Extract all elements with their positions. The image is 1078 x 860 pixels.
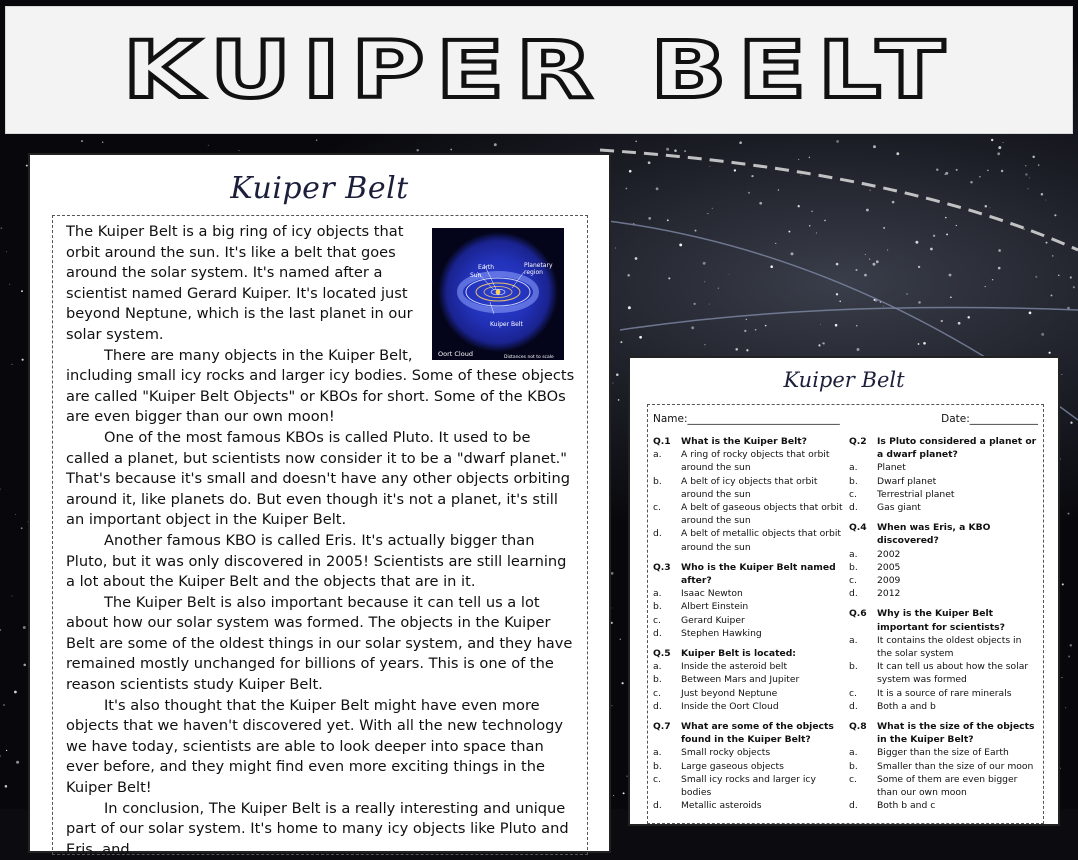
- question-block: [653, 561, 843, 640]
- diagram-label-kuiper-belt: Kuiper Belt: [490, 321, 523, 328]
- answer-option-text: It contains the oldest objects in the solar system: [877, 634, 1022, 660]
- question-text: When was Eris, a KBO discovered?: [877, 522, 991, 547]
- answer-option: [849, 574, 1039, 587]
- answer-option-text: Both b and c: [877, 800, 936, 812]
- answer-option: [849, 561, 1039, 574]
- answer-option-letter: c.: [653, 773, 661, 785]
- answer-option: [849, 475, 1039, 488]
- answer-option-text: Both a and b: [877, 700, 936, 712]
- answer-option: [849, 548, 1039, 561]
- question-block: [849, 435, 1039, 514]
- answer-option-text: Gerard Kuiper: [681, 614, 745, 626]
- answer-option: [849, 687, 1039, 700]
- answer-option-letter: b.: [849, 760, 858, 772]
- answer-option: [653, 799, 843, 812]
- answer-option-letter: d.: [849, 700, 858, 712]
- answer-option: [849, 488, 1039, 501]
- answer-option: [653, 773, 843, 799]
- kuiper-belt-diagram: [432, 228, 564, 360]
- title-banner: [5, 6, 1073, 134]
- answer-option-letter: a.: [849, 747, 858, 759]
- answer-option-letter: c.: [849, 575, 857, 587]
- question-text: Kuiper Belt is located:: [681, 648, 796, 660]
- answer-option-text: Albert Einstein: [681, 601, 749, 613]
- reading-passage-box: [52, 215, 588, 858]
- answer-option: [849, 461, 1039, 474]
- question-text: Who is the Kuiper Belt named after?: [681, 561, 836, 587]
- diagram-label-earth: Earth: [478, 264, 495, 271]
- answer-option-letter: a.: [653, 588, 662, 600]
- answer-option-text: Dwarf planet: [877, 475, 937, 487]
- answer-option: [653, 614, 843, 627]
- answer-option-letter: a.: [849, 634, 858, 646]
- question-heading: [653, 647, 843, 660]
- question-number: Q.7: [653, 721, 671, 733]
- answer-option-letter: a.: [653, 661, 662, 673]
- question-heading: [849, 607, 1039, 633]
- answer-option: [849, 700, 1039, 713]
- question-number: Q.2: [849, 436, 867, 447]
- question-block: [653, 720, 843, 812]
- diagram-label-scale-note: Distances not to scale: [504, 355, 554, 360]
- answer-option-text: Isaac Newton: [681, 588, 743, 600]
- quiz-column-right: [849, 435, 1039, 819]
- answer-option-text: Large gaseous objects: [681, 760, 784, 772]
- answer-option-text: A belt of metallic objects that orbit around the sun: [681, 528, 841, 553]
- answer-option: [653, 587, 843, 600]
- question-block: [653, 647, 843, 713]
- answer-option-letter: b.: [849, 475, 858, 487]
- answer-option-text: 2002: [877, 548, 901, 560]
- answer-option-text: It is a source of rare minerals: [877, 687, 1012, 699]
- question-heading: [653, 435, 843, 448]
- answer-option-letter: c.: [849, 488, 857, 500]
- answer-option-text: A belt of gaseous objects that orbit around the sun: [681, 502, 843, 527]
- question-heading: [653, 561, 843, 587]
- answer-option-letter: a.: [849, 548, 858, 560]
- answer-option-text: Inside the Oort Cloud: [681, 700, 779, 712]
- answer-option-letter: b.: [653, 601, 662, 613]
- answer-option-text: 2012: [877, 588, 901, 600]
- answer-option-letter: a.: [653, 449, 662, 461]
- answer-option: [849, 501, 1039, 514]
- question-block: [849, 607, 1039, 713]
- answer-option-letter: c.: [653, 687, 661, 699]
- answer-option: [653, 627, 843, 640]
- answer-option: [653, 746, 843, 759]
- answer-option-letter: a.: [653, 747, 662, 759]
- answer-option-text: Stephen Hawking: [681, 627, 762, 639]
- answer-option-text: 2005: [877, 561, 901, 573]
- answer-option: [653, 501, 843, 527]
- passage-paragraph-4: Another famous KBO is called Eris. It's actually bigger than Pluto, but it was only discovered in 2005! Scientists are still learning a lot about the Kuiper Belt and the objects that are in it.: [66, 531, 567, 591]
- answer-option-text: 2009: [877, 575, 901, 587]
- answer-option-letter: d.: [653, 700, 662, 712]
- answer-option-text: Smaller than the size of our moon: [877, 760, 1034, 772]
- answer-option-text: Planet: [877, 462, 906, 474]
- answer-option-letter: c.: [653, 502, 661, 514]
- question-number: Q.8: [849, 721, 867, 733]
- question-heading: [849, 435, 1039, 461]
- answer-option: [653, 600, 843, 613]
- answer-option-text: Inside the asteroid belt: [681, 661, 788, 673]
- answer-option-letter: b.: [849, 661, 858, 673]
- question-heading: [653, 720, 843, 746]
- quiz-column-left: [653, 435, 843, 819]
- answer-option-text: Small rocky objects: [681, 747, 771, 759]
- answer-option: [653, 448, 843, 474]
- reading-worksheet-title: Kuiper Belt: [230, 171, 409, 206]
- answer-option-letter: a.: [849, 462, 858, 474]
- question-text: What are some of the objects found in the Kuiper Belt?: [681, 721, 834, 746]
- diagram-label-sun: Sun: [470, 272, 482, 279]
- question-text: Why is the Kuiper Belt important for scientists?: [877, 608, 1005, 633]
- answer-option-text: It can tell us about how the solar system was formed: [877, 661, 1029, 686]
- answer-option: [849, 773, 1039, 799]
- answer-option-letter: b.: [849, 561, 858, 573]
- answer-option-text: Between Mars and Jupiter: [681, 674, 800, 686]
- answer-option-text: Gas giant: [877, 502, 921, 514]
- answer-option-letter: d.: [849, 800, 858, 812]
- question-number: Q.6: [849, 608, 867, 620]
- answer-option-letter: c.: [653, 614, 661, 626]
- answer-option-letter: c.: [849, 687, 857, 699]
- quiz-worksheet-title: Kuiper Belt: [783, 368, 905, 392]
- answer-option-text: A ring of rocky objects that orbit around the sun: [681, 449, 830, 474]
- question-text: What is the Kuiper Belt?: [681, 436, 807, 447]
- answer-option: [849, 760, 1039, 773]
- answer-option: [653, 700, 843, 713]
- diagram-label-planetary-region: Planetary region: [524, 262, 553, 276]
- answer-option-letter: d.: [653, 800, 662, 812]
- answer-option-letter: d.: [653, 528, 662, 540]
- diagram-label-oort-cloud: Oort Cloud: [438, 350, 473, 358]
- answer-option-text: Metallic asteroids: [681, 800, 762, 812]
- answer-option: [653, 760, 843, 773]
- reading-worksheet: [28, 153, 611, 858]
- answer-option-text: Some of them are even bigger than our own moon: [877, 773, 1018, 799]
- answer-option: [849, 587, 1039, 600]
- date-field-label: Date:_____________: [941, 413, 1038, 425]
- reading-passage: [66, 222, 576, 860]
- question-number: Q.4: [849, 522, 867, 534]
- banner-title: KUIPER BELT: [122, 26, 956, 116]
- answer-option-letter: b.: [653, 674, 662, 686]
- answer-option: [653, 660, 843, 673]
- answer-option: [653, 475, 843, 501]
- passage-paragraph-6: It's also thought that the Kuiper Belt might have even more objects that we haven't discovered yet. With all the new technology we have today, scientists are able to look deeper into space than ever before, and they might find even more exciting things in the Kuiper Belt!: [66, 696, 564, 797]
- name-field-label: Name:_____________________________: [653, 413, 840, 425]
- answer-option-text: Just beyond Neptune: [681, 687, 778, 699]
- question-number: Q.3: [653, 561, 671, 573]
- answer-option-letter: c.: [849, 773, 857, 785]
- question-heading: [849, 720, 1039, 746]
- quiz-box: [647, 404, 1044, 824]
- passage-paragraph-3: One of the most famous KBOs is called Pluto. It used to be called a planet, but scientists now consider it to be a "dwarf planet." That's because it's small and doesn't have any other objects orbiting around it, like planets do. But even though it's not a planet, it's still an important object in the Kuiper Belt.: [66, 428, 570, 529]
- answer-option: [849, 799, 1039, 812]
- answer-option-text: Bigger than the size of Earth: [877, 747, 1009, 759]
- answer-option-text: Terrestrial planet: [877, 488, 955, 500]
- answer-option: [653, 527, 843, 553]
- answer-option: [849, 660, 1039, 686]
- answer-option-letter: d.: [849, 502, 858, 514]
- answer-option-letter: b.: [653, 475, 662, 487]
- answer-option: [653, 673, 843, 686]
- question-number: Q.5: [653, 648, 671, 660]
- question-heading: [849, 521, 1039, 547]
- answer-option-letter: b.: [653, 760, 662, 772]
- answer-option: [849, 634, 1039, 660]
- answer-option: [653, 687, 843, 700]
- passage-paragraph-2: There are many objects in the Kuiper Belt, including small icy rocks and larger icy bodies. Some of these objects are called "Kuiper Belt Objects" or KBOs for short. Some of the KBOs are even bigger than our own moon!: [66, 346, 575, 426]
- question-text: Is Pluto considered a planet or a dwarf planet?: [877, 436, 1037, 461]
- quiz-worksheet: [628, 356, 1060, 826]
- question-block: [849, 720, 1039, 812]
- question-block: [653, 435, 843, 554]
- question-text: What is the size of the objects in the Kuiper Belt?: [877, 721, 1035, 746]
- passage-paragraph-1: The Kuiper Belt is a big ring of icy objects that orbit around the sun. It's like a belt that goes around the solar system. It's named after a scientist named Gerard Kuiper. It's located just beyond Neptune, which is the last planet in our solar system.: [66, 223, 413, 343]
- question-number: Q.1: [653, 436, 671, 447]
- question-block: [849, 521, 1039, 600]
- passage-paragraph-5: The Kuiper Belt is also important because it can tell us a lot about how our solar system was formed. The objects in the Kuiper Belt are some of the oldest things in our solar system, and they have remained mostly unchanged for billions of years. This is one of the reason scientists study Kuiper Belt.: [66, 593, 573, 694]
- answer-option-text: Small icy rocks and larger icy bodies: [681, 773, 816, 799]
- answer-option-text: A belt of icy objects that orbit around the sun: [681, 475, 818, 500]
- answer-option-letter: d.: [653, 627, 662, 639]
- passage-paragraph-7: In conclusion, The Kuiper Belt is a really interesting and unique part of our solar system. It's home to many icy objects like Pluto and Eris, and: [66, 799, 569, 858]
- answer-option: [849, 746, 1039, 759]
- answer-option-letter: d.: [849, 588, 858, 600]
